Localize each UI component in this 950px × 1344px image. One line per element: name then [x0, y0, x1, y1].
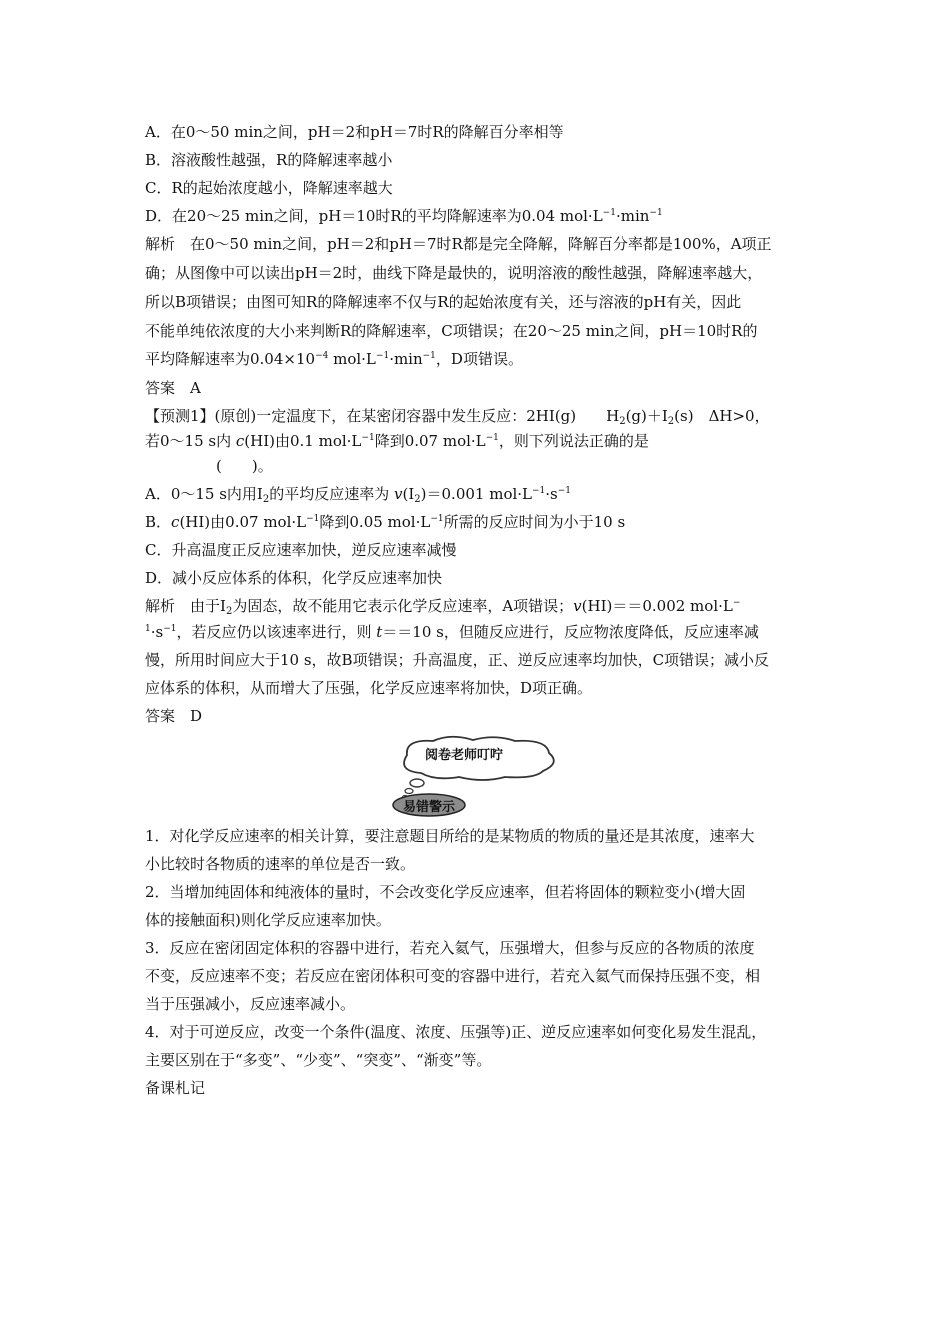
predict-option-c: C．升高温度正反应速率加快，逆反应速率减慢 — [145, 541, 457, 559]
predict-line-1 — [145, 406, 770, 426]
p-opt-b-4: 所需的反应时间为小于10 s — [443, 513, 626, 531]
predict-line-2 — [145, 431, 649, 451]
analysis-line-3: 所以B项错误；由图可知R的降解速率不仅与R的起始浓度有关，还与溶液的pH有关，因此 — [145, 293, 742, 311]
p-an-2-sup1: −1 — [163, 624, 177, 634]
option-d-sup1: −1 — [602, 208, 616, 218]
analysis-5-d: ，D项错误。 — [435, 350, 523, 368]
p-opt-b-2: (HI)由0.07 mol·L — [179, 513, 307, 531]
p-opt-a-2: 的平均反应速率为 — [269, 485, 395, 503]
tip-4-line-1: 4．对于可逆反应，改变一个条件(温度、浓度、压强等)正、逆反应速率如何变化易发生混乱， — [145, 1023, 767, 1041]
analysis-5-sup1: −4 — [315, 351, 329, 361]
predict-2-sup1: −1 — [361, 433, 375, 443]
predict-2-a: 若0～15 s内 — [145, 432, 236, 450]
p-opt-a-v: v — [394, 485, 403, 503]
option-d — [145, 206, 663, 226]
p-an-1-a: 解析 由于I — [145, 597, 226, 615]
analysis-5-sup2: −1 — [375, 351, 390, 361]
answer-d: 答案 D — [145, 707, 203, 725]
p-opt-a-sup1: −1 — [532, 486, 546, 496]
p-an-1-sub: 2 — [225, 606, 233, 617]
bubble-label: 阅卷老师叮咛 — [425, 748, 504, 763]
p-an-2-t: t — [376, 623, 383, 641]
answer-blank: ( )。 — [216, 457, 273, 475]
p-opt-a-sub1: 2 — [262, 494, 270, 505]
p-an-2-a: ·s — [150, 623, 164, 641]
analysis-line-1: 解析 在0～50 min之间，pH＝2和pH＝7时R都是完全降解，降解百分率都是100%，A项正 — [145, 235, 772, 253]
p-opt-b-sup1: −1 — [306, 514, 320, 524]
tip-3-line-2: 不变，反应速率不变；若反应在密闭体积可变的容器中进行，若充入氦气而保持压强不变，相 — [145, 967, 761, 985]
predict-1-sub1: 2 — [619, 416, 626, 427]
warning-label: 易错警示 — [403, 800, 456, 815]
analysis-line-2: 确；从图像中可以读出pH＝2时，曲线下降是最快的，说明溶液的酸性越强，降解速率越大， — [145, 264, 763, 282]
predict-analysis-2 — [145, 622, 759, 642]
p-an-1-b: 为固态，故不能用它表示化学反应速率，A项错误； — [232, 597, 574, 615]
predict-analysis-3: 慢，所用时间应大于10 s，故B项错误；升高温度，正、逆反应速率均加快，C项错误；减小反 — [145, 651, 770, 669]
answer-a: 答案 A — [145, 379, 201, 397]
tip-3-line-3: 当于压强减小，反应速率减小。 — [145, 995, 356, 1013]
p-opt-b-sup2: −1 — [430, 514, 444, 524]
tip-2-line-1: 2．当增加纯固体和纯液体的量时，不会改变化学反应速率，但若将固体的颗粒变小(增大固 — [145, 883, 746, 901]
p-an-1-v: v — [573, 597, 582, 615]
option-d-text: D．在20～25 min之间，pH＝10时R的平均降解速率为0.04 mol·L — [145, 207, 603, 225]
predict-1-a: 【预测1】(原创)一定温度下，在某密闭容器中发生反应：2HI(g) H — [145, 407, 620, 425]
p-an-2-c: ＝＝10 s，但随反应进行，反应物浓度降低，反应速率减 — [382, 623, 759, 641]
p-opt-a-4: )＝0.001 mol·L — [420, 485, 532, 503]
analysis-5-c: ·min — [389, 350, 423, 368]
predict-2-d: 降到0.07 mol·L — [374, 432, 486, 450]
tip-2-line-2: 体的接触面积)则化学反应速率加快。 — [145, 911, 391, 929]
notes-heading: 备课札记 — [145, 1079, 206, 1097]
analysis-5-b: mol·L — [328, 350, 376, 368]
predict-option-b — [145, 512, 625, 532]
p-an-2-b: ，若反应仍以该速率进行，则 — [176, 623, 377, 641]
option-d-text-2: ·min — [615, 207, 650, 225]
predict-2-b: (HI)由0.1 mol·L — [244, 432, 362, 450]
predict-option-d: D．减小反应体系的体积，化学反应速率加快 — [145, 569, 443, 587]
tip-3-line-1: 3．反应在密闭固定体积的容器中进行，若充入氦气，压强增大，但参与反应的各物质的浓度 — [145, 939, 755, 957]
p-opt-a-sub2: 2 — [414, 494, 421, 505]
predict-option-a — [145, 484, 571, 504]
predict-1-b: (g)＋I — [625, 407, 668, 425]
p-opt-a-5: ·s — [545, 485, 558, 503]
p-opt-b-c: c — [171, 513, 180, 531]
option-a: A．在0～50 min之间，pH＝2和pH＝7时R的降解百分率相等 — [145, 123, 564, 141]
analysis-line-4: 不能单纯依浓度的大小来判断R的降解速率，C项错误；在20～25 min之间，pH＝10时R的 — [145, 322, 758, 340]
predict-analysis-4: 应体系的体积，从而增大了压强，化学反应速率将加快，D项正确。 — [145, 679, 593, 697]
analysis-line-5 — [145, 349, 523, 369]
p-opt-b-1: B． — [145, 513, 172, 531]
predict-2-sup2: −1 — [485, 433, 499, 443]
p-an-1-c: (HI)＝＝0.002 mol·L — [581, 597, 733, 615]
predict-2-c: c — [235, 432, 245, 450]
tip-4-line-2: 主要区别在于“多变”、“少变”、“突变”、“渐变”等。 — [145, 1051, 492, 1069]
p-opt-a-3: (I — [402, 485, 415, 503]
tip-1-line-2: 小比较时各物质的速率的单位是否一致。 — [145, 855, 416, 873]
analysis-5-a: 平均降解速率为0.04×10 — [145, 350, 316, 368]
predict-1-sub2: 2 — [667, 416, 675, 427]
p-opt-a-sup2: −1 — [557, 486, 572, 496]
predict-1-c: (s) ΔH>0， — [674, 407, 770, 425]
option-b: B．溶液酸性越强，R的降解速率越小 — [145, 151, 393, 169]
predict-2-e: ，则下列说法正确的是 — [498, 432, 649, 450]
p-an-1-sup: − — [732, 598, 741, 608]
analysis-5-sup3: −1 — [422, 351, 436, 361]
tip-1-line-1: 1．对化学反应速率的相关计算，要注意题目所给的是某物质的物质的量还是其浓度，速率大 — [145, 827, 755, 845]
option-d-sup2: −1 — [649, 208, 663, 218]
p-opt-b-3: 降到0.05 mol·L — [319, 513, 431, 531]
predict-analysis-1 — [145, 596, 740, 616]
p-an-2-sup0: 1 — [145, 624, 151, 634]
p-opt-a-1: A．0～15 s内用I — [145, 485, 263, 503]
teacher-callout — [355, 735, 585, 820]
option-c: C．R的起始浓度越小，降解速率越大 — [145, 179, 393, 197]
